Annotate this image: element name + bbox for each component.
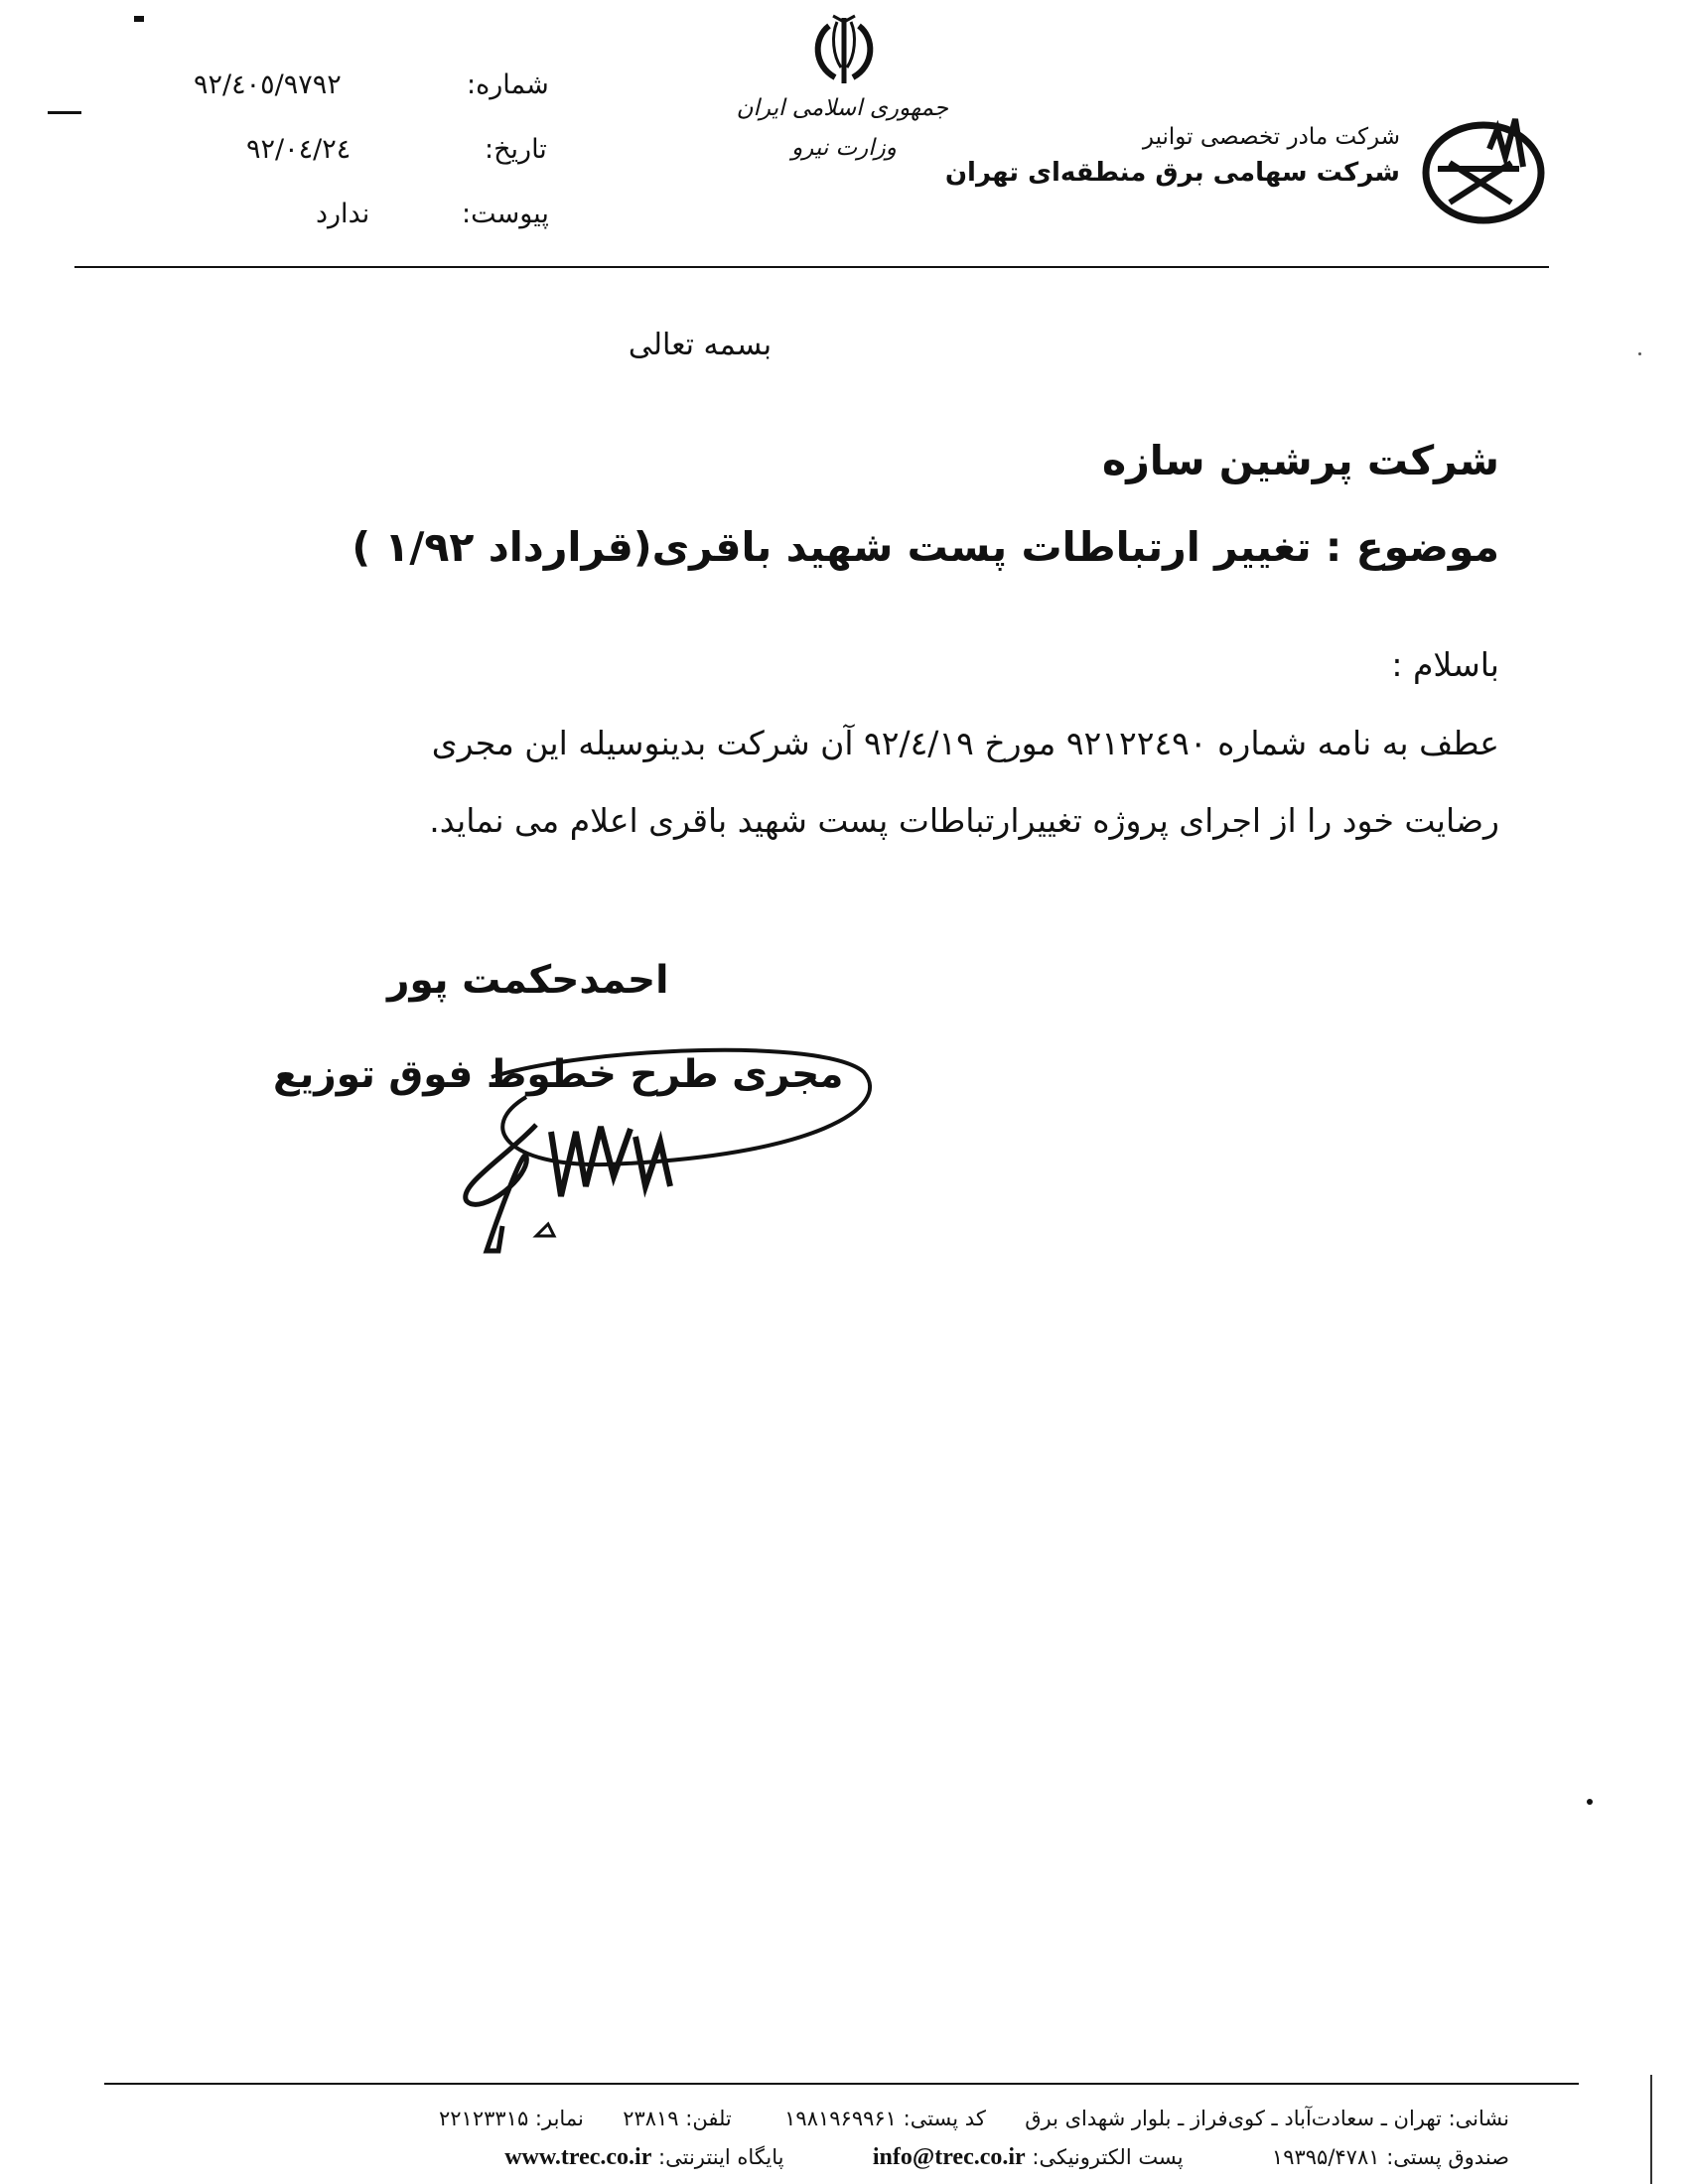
phone-value: ۲۳۸۱۹ <box>623 2107 679 2130</box>
po-box-value: ۱۹۳۹۵/۴۷۸۱ <box>1271 2145 1380 2169</box>
page-edge-line <box>1650 2075 1652 2184</box>
salutation: بسمه تعالی <box>628 328 773 362</box>
company-name: شرکت سهامی برق منطقه‌ای تهران <box>944 158 1400 188</box>
handwritten-signature <box>437 1037 894 1256</box>
email-label: پست الکترونیکی: <box>1032 2145 1184 2169</box>
footer-row-1 <box>439 2107 1509 2130</box>
fax-value: ۲۲۱۲۳۳۱۵ <box>439 2107 529 2130</box>
email-value[interactable]: info@trec.co.ir <box>872 2144 1026 2170</box>
scan-mark <box>134 16 144 22</box>
emblem-text-ministry: وزارت نیرو <box>791 135 897 161</box>
greeting: باسلام : <box>1391 645 1499 684</box>
scan-dot <box>1638 352 1641 355</box>
recipient: شرکت پرشین سازه <box>1102 437 1499 484</box>
emblem-icon <box>799 12 889 91</box>
scan-dot <box>1587 1799 1593 1805</box>
address-label: نشانی: <box>1448 2107 1509 2130</box>
iran-emblem <box>736 12 948 230</box>
attachment-label: پیوست: <box>462 199 549 229</box>
header-divider <box>74 266 1549 268</box>
date-label: تاریخ: <box>485 134 547 165</box>
postal-code-label: کد پستی: <box>903 2107 986 2130</box>
body-paragraph-line-2: رضایت خود را از اجرای پروژه تغییرارتباطات پست شهید باقری اعلام می نماید. <box>429 801 1499 840</box>
company-logo <box>1420 111 1551 228</box>
footer-divider <box>104 2083 1579 2085</box>
address-value: تهران ـ سعادت‌آباد ـ کوی‌فراز ـ بلوار شهدای برق <box>1025 2107 1442 2130</box>
company-parent: شرکت مادر تخصصی توانیر <box>1142 124 1400 150</box>
signer-name: احمدحکمت پور <box>387 958 669 1003</box>
website-value[interactable]: www.trec.co.ir <box>504 2144 652 2170</box>
date-value: ۹۲/۰٤/۲٤ <box>246 134 352 165</box>
fax-label: نمابر: <box>534 2107 584 2130</box>
emblem-text-republic: جمهوری اسلامی ایران <box>736 95 948 121</box>
number-value: ۹۲/٤۰٥/۹۷۹۲ <box>194 69 342 100</box>
body-paragraph-line-1: عطف به نامه شماره ۹۲۱۲۲٤۹۰ مورخ ۹۲/٤/۱۹ آن شرکت بدینوسیله این مجری <box>431 724 1499 762</box>
phone-label: تلفن: <box>685 2107 732 2130</box>
website-label: پایگاه اینترنتی: <box>658 2145 784 2169</box>
number-label: شماره: <box>467 69 549 100</box>
signer-title: مجری طرح خطوط فوق توزیع <box>273 1052 844 1097</box>
attachment-value: ندارد <box>316 199 370 229</box>
company-block <box>945 124 1400 188</box>
postal-code-value: ۱۹۸۱۹۶۹۹۶۱ <box>784 2107 897 2130</box>
scan-mark <box>48 111 81 114</box>
subject: موضوع : تغییر ارتباطات پست شهید باقری(قرارداد ۱/۹۲ ) <box>352 523 1499 571</box>
footer-row-2 <box>504 2144 1509 2171</box>
po-box-label: صندوق پستی: <box>1386 2145 1509 2169</box>
